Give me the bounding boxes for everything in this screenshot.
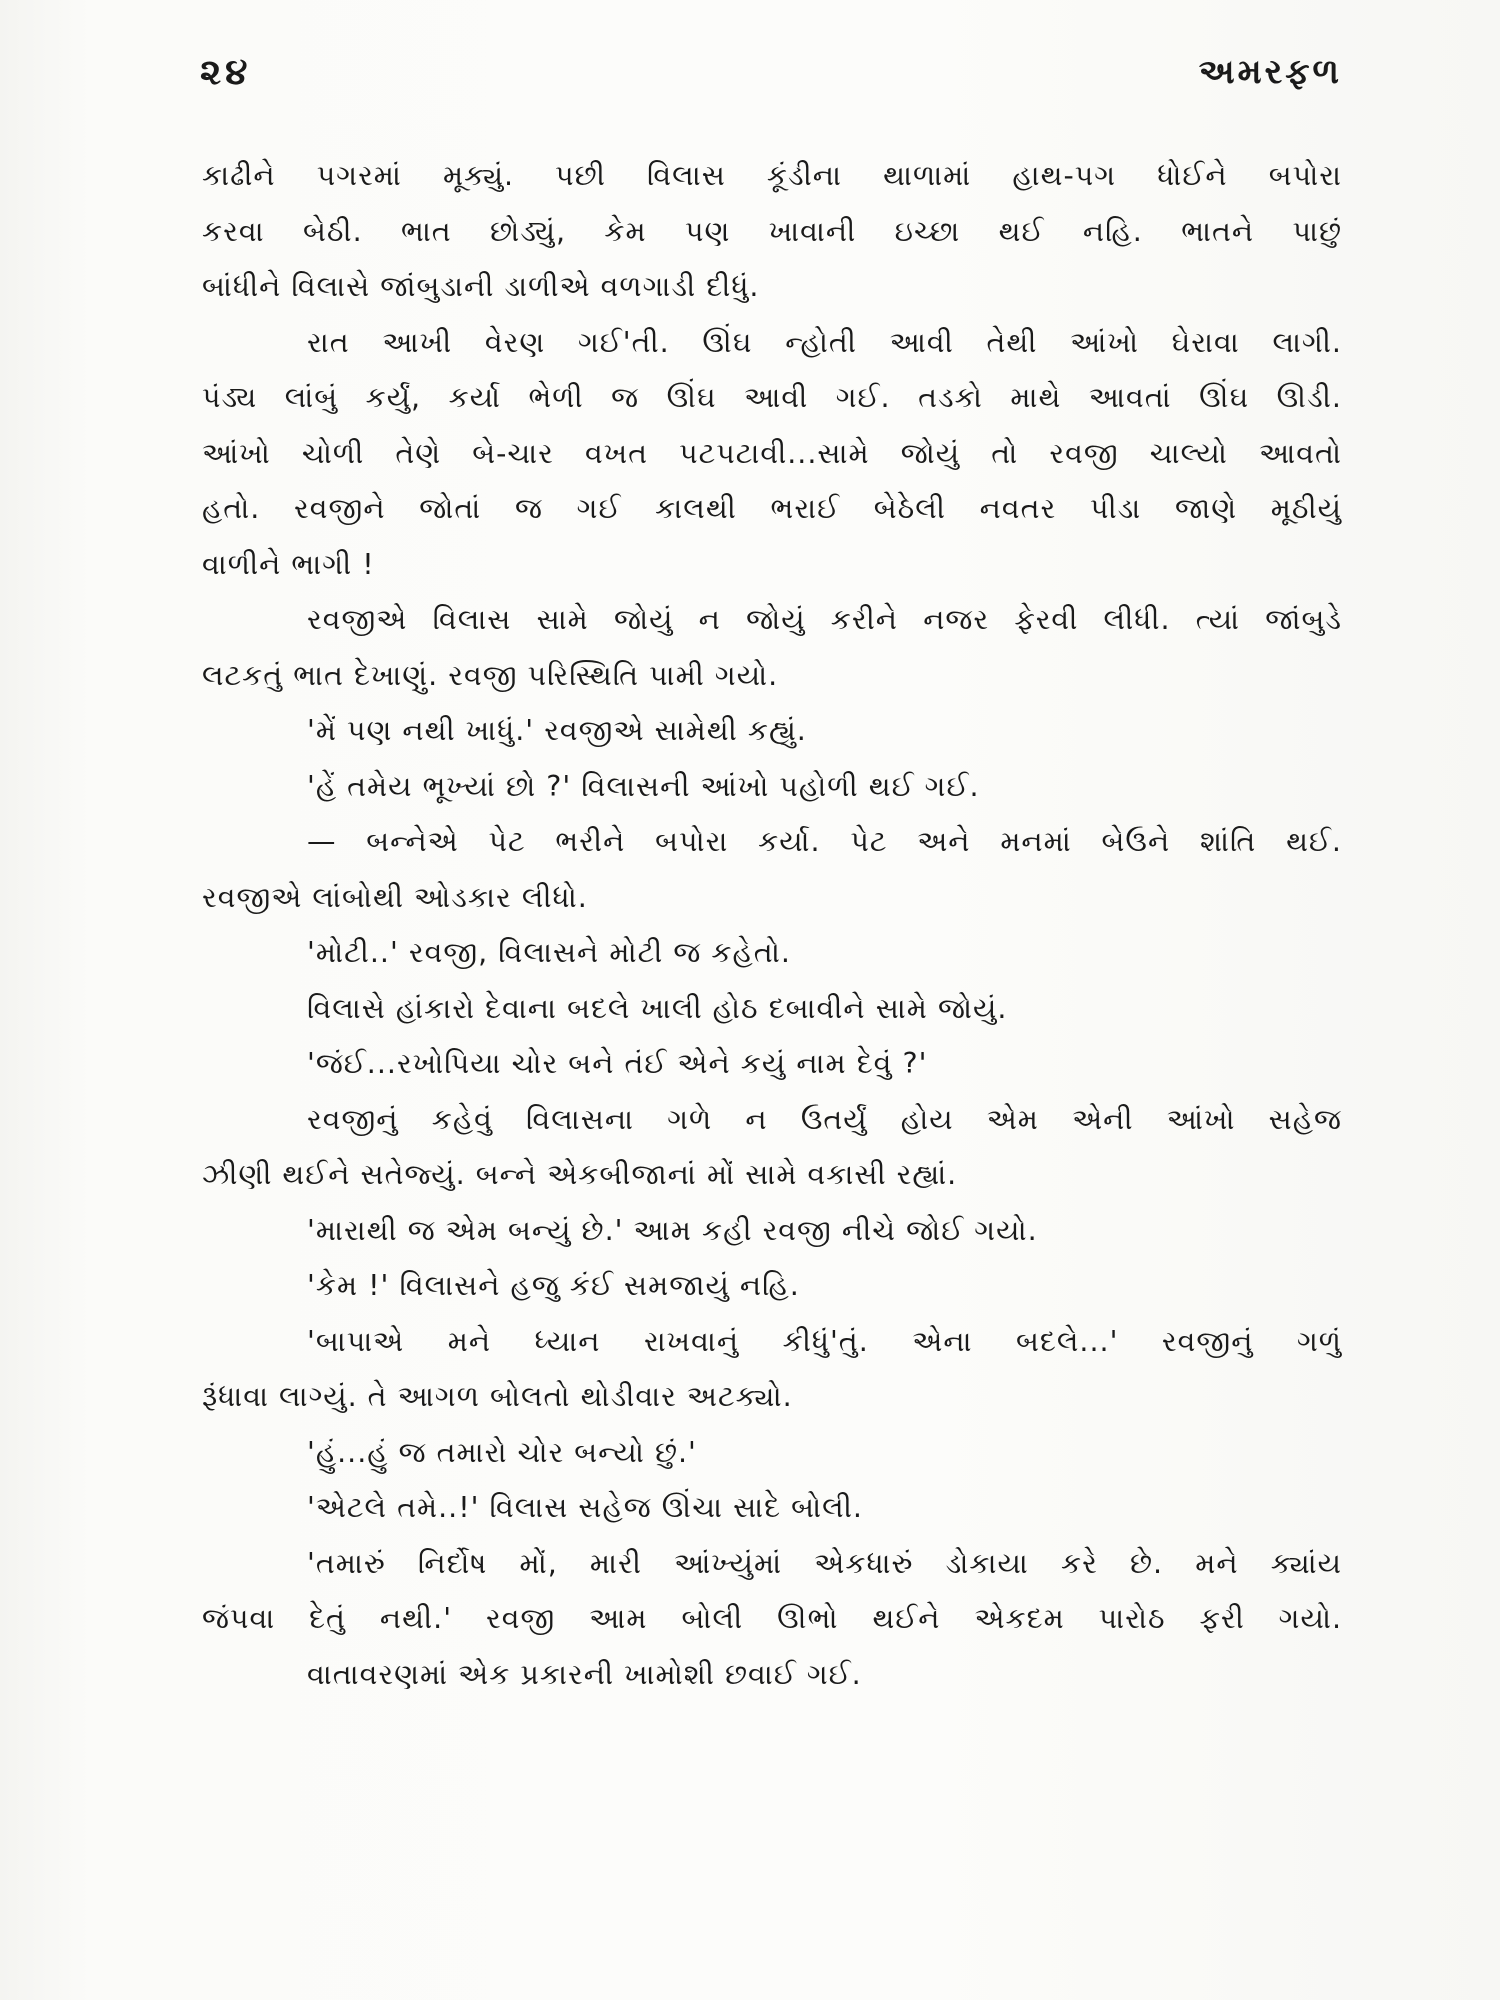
text-line: રૂંધાવા લાગ્યું. તે આગળ બોલતો થોડીવાર અટક્યો. xyxy=(202,1380,793,1413)
text-line: રાત આખી વેરણ ગઈ'તી. ઊંઘ ન્હોતી આવી તેથી આંખો ઘેરાવા લાગી. xyxy=(307,325,1342,359)
text-line: 'એટલે તમે..!' વિલાસ સહેજ ઊંચા સાદે બોલી. xyxy=(307,1491,863,1524)
text-line: 'હેં તમેય ભૂખ્યાં છો ?' વિલાસની આંખો પહોળી થઈ ગઈ. xyxy=(307,769,980,803)
text-line: આંખો ચોળી તેણે બે-ચાર વખત પટપટાવી...સામે જોયું તો રવજી ચાલ્યો આવતો xyxy=(202,436,1342,470)
text-line: ઝીણી થઈને સતેજ્યું. બન્ને એકબીજાનાં મોં સામે વકાસી રહ્યાં. xyxy=(202,1158,958,1191)
text-line: વાતાવરણમાં એક પ્રકારની ખામોશી છવાઈ ગઈ. xyxy=(307,1657,862,1691)
text-line: 'તમારું નિર્દોષ મોં, મારી આંખ્યુંમાં એકધારું ડોકાયા કરે છે. મને ક્યાંય xyxy=(307,1546,1342,1580)
text-line: પંડ્ય લાંબું કર્યું, કર્યા ભેળી જ ઊંઘ આવી ગઈ. તડકો માથે આવતાં ઊંઘ ઊડી. xyxy=(202,381,1342,414)
text-line: રવજીએ લાંબોથી ઓડકાર લીધો. xyxy=(202,880,588,914)
text-line: કાઢીને પગરમાં મૂક્યું. પછી વિલાસ કૂંડીના થાળામાં હાથ-પગ ધોઈને બપોરા xyxy=(202,159,1342,192)
text-line: 'કેમ !' વિલાસને હજુ કંઈ સમજાયું નહિ. xyxy=(307,1269,800,1302)
page-header xyxy=(0,52,1500,112)
text-line: 'હું...હું જ તમારો ચોર બન્યો છું.' xyxy=(307,1435,697,1469)
page-number: ૨૪ xyxy=(200,52,252,93)
body-text xyxy=(202,148,1342,1702)
text-line: હતો. રવજીને જોતાં જ ગઈ કાલથી ભરાઈ બેઠેલી નવતર પીડા જાણે મૂઠીયું xyxy=(202,492,1342,525)
text-line: રવજીએ વિલાસ સામે જોયું ન જોયું કરીને નજર ફેરવી લીધી. ત્યાં જાંબુડે xyxy=(307,603,1342,636)
text-line: લટકતું ભાત દેખાણું. રવજી પરિસ્થિતિ પામી ગયો. xyxy=(202,658,779,692)
text-line: 'મેં પણ નથી ખાધું.' રવજીએ સામેથી કહ્યું. xyxy=(307,714,807,747)
text-line: 'મોટી..' રવજી, વિલાસને મોટી જ કહેતો. xyxy=(307,936,791,969)
text-line: 'બાપાએ મને ધ્યાન રાખવાનું કીધું'તું. એના બદલે...' રવજીનું ગળું xyxy=(307,1324,1342,1358)
text-line: જંપવા દેતું નથી.' રવજી આમ બોલી ઊભો થઈને એકદમ પારોઠ ફરી ગયો. xyxy=(202,1602,1342,1635)
text-line: વાળીને ભાગી ! xyxy=(202,547,375,581)
text-line: 'મારાથી જ એમ બન્યું છે.' આમ કહી રવજી નીચે જોઈ ગયો. xyxy=(307,1213,1038,1247)
text-line: રવજીનું કહેવું વિલાસના ગળે ન ઉતર્યું હોય એમ એની આંખો સહેજ xyxy=(307,1102,1342,1136)
text-line: — બન્નેએ પેટ ભરીને બપોરા કર્યા. પેટ અને મનમાં બેઉને શાંતિ થઈ. xyxy=(307,825,1342,858)
book-title: અમરફળ xyxy=(1198,52,1342,92)
text-line: વિલાસે હાંકારો દેવાના બદલે ખાલી હોઠ દબાવીને સામે જોયું. xyxy=(307,991,1008,1025)
text-line: કરવા બેઠી. ભાત છોડ્યું, કેમ પણ ખાવાની ઇચ્છા થઈ નહિ. ભાતને પાછું xyxy=(202,214,1342,248)
text-line: બાંધીને વિલાસે જાંબુડાની ડાળીએ વળગાડી દીધું. xyxy=(202,270,760,303)
text-line: 'જંઈ...રખોપિયા ચોર બને તંઈ એને કયું નામ દેવું ?' xyxy=(307,1047,928,1080)
